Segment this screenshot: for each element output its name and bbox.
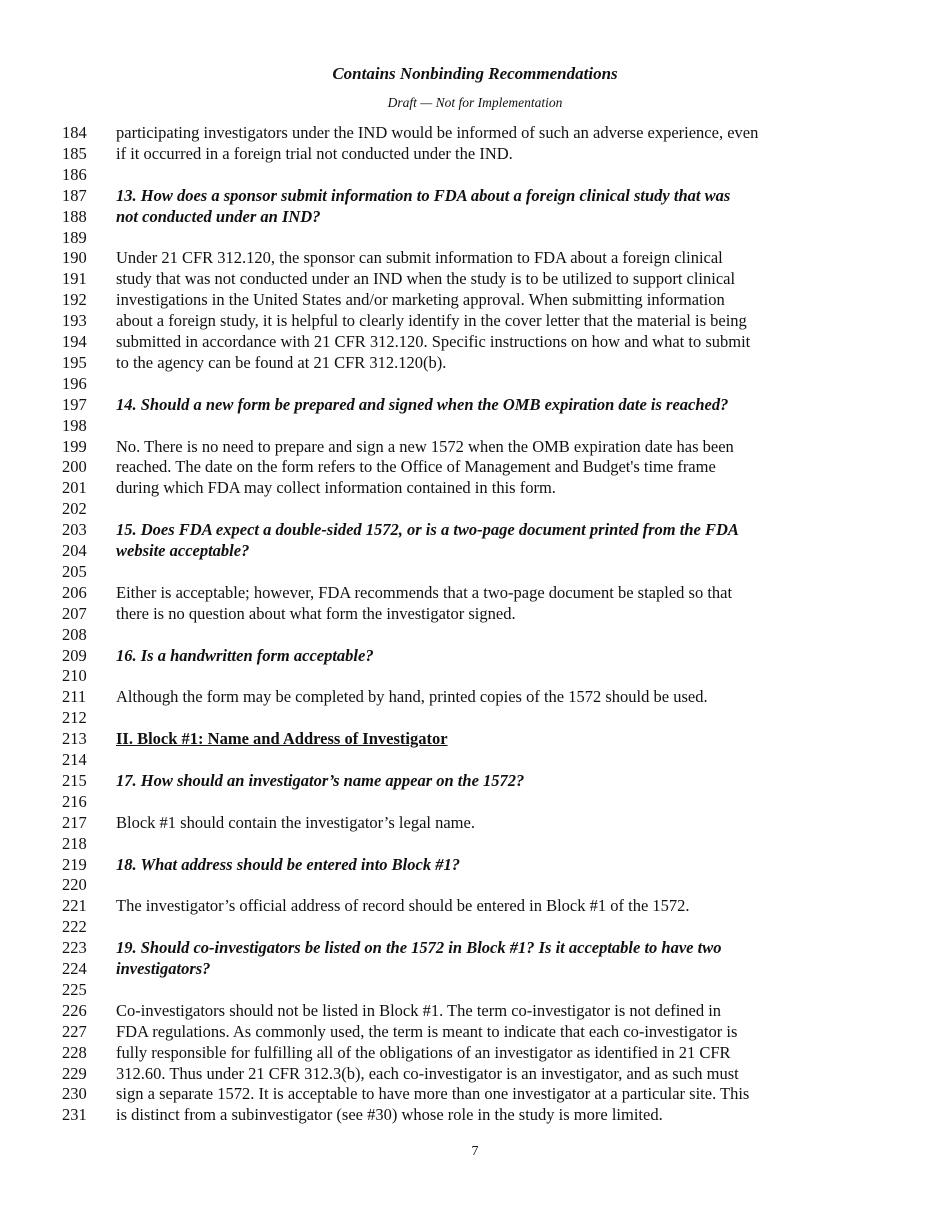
line-text: Co-investigators should not be listed in Block #1. The term co-investigator is not defined in [116, 1000, 722, 1020]
line-number: 199 [62, 436, 87, 456]
document-line [0, 456, 950, 477]
line-number: 187 [62, 185, 87, 205]
line-number: 194 [62, 332, 87, 351]
question-text: investigators? [116, 959, 211, 978]
document-line [0, 916, 950, 937]
document-line [0, 1000, 950, 1021]
document-line [0, 415, 950, 436]
line-number: 222 [62, 917, 87, 937]
line-number: 206 [62, 582, 87, 602]
page-header-subtitle: Draft — Not for Implementation [387, 95, 563, 110]
document-line [0, 874, 950, 895]
line-text: during which FDA may collect information contained in this form. [116, 478, 556, 498]
question-text: 13. How does a sponsor submit information to FDA about a foreign clinical study that was [116, 185, 731, 205]
line-number: 215 [62, 770, 87, 790]
document-line [0, 352, 950, 373]
line-number: 231 [62, 1105, 87, 1125]
section-heading: II. Block #1: Name and Address of Investigator [116, 729, 448, 749]
document-line [0, 812, 950, 833]
line-number: 209 [62, 645, 87, 665]
line-text: Under 21 CFR 312.120, the sponsor can submit information to FDA about a foreign clinical [116, 248, 723, 268]
document-line [0, 1021, 950, 1042]
line-text: FDA regulations. As commonly used, the term is meant to indicate that each co-investigator is [116, 1021, 738, 1041]
line-number: 220 [62, 875, 87, 895]
line-number: 228 [62, 1042, 87, 1062]
document-line [0, 686, 950, 707]
line-number: 208 [62, 624, 87, 644]
line-number: 204 [62, 541, 87, 560]
document-line [0, 791, 950, 812]
document-line [0, 289, 950, 310]
page-number: 7 [471, 1144, 479, 1159]
line-number: 201 [62, 478, 87, 498]
line-text: sign a separate 1572. It is acceptable to have more than one investigator at a particular site. This [116, 1084, 750, 1104]
document-line [0, 540, 950, 561]
line-number: 227 [62, 1021, 87, 1041]
document-line [0, 227, 950, 248]
line-number: 190 [62, 248, 87, 268]
line-text: Although the form may be completed by hand, printed copies of the 1572 should be used. [116, 687, 708, 707]
question-text: 18. What address should be entered into Block #1? [116, 854, 460, 874]
question-text: website acceptable? [116, 541, 250, 560]
document-line [0, 728, 950, 749]
document-line [0, 665, 950, 686]
document-line [0, 770, 950, 791]
line-number: 191 [62, 269, 87, 289]
question-text: 17. How should an investigator’s name appear on the 1572? [116, 770, 525, 790]
document-line [0, 603, 950, 624]
document-line [0, 394, 950, 415]
line-number: 230 [62, 1084, 87, 1104]
line-text: reached. The date on the form refers to the Office of Management and Budget's time frame [116, 457, 716, 477]
document-line [0, 1042, 950, 1063]
document-line [0, 1104, 950, 1125]
document-line [0, 645, 950, 666]
line-text: 312.60. Thus under 21 CFR 312.3(b), each co-investigator is an investigator, and as such must [116, 1063, 739, 1083]
document-line [0, 937, 950, 958]
line-text: fully responsible for fulfilling all of the obligations of an investigator as identified in 21 CFR [116, 1042, 731, 1062]
line-number: 211 [62, 687, 87, 707]
document-line [0, 436, 950, 457]
line-number: 212 [62, 708, 87, 728]
line-number: 192 [62, 290, 87, 310]
question-text: 15. Does FDA expect a double-sided 1572, or is a two-page document printed from the FDA [116, 520, 739, 540]
document-line [0, 143, 950, 164]
document-line [0, 310, 950, 331]
document-line [0, 122, 950, 143]
document-line [0, 498, 950, 519]
document-line [0, 958, 950, 979]
document-line [0, 373, 950, 394]
line-text: is distinct from a subinvestigator (see #30) whose role in the study is more limited. [116, 1105, 663, 1125]
line-number: 185 [62, 143, 87, 163]
document-line [0, 561, 950, 582]
line-number: 196 [62, 373, 87, 393]
document-line [0, 519, 950, 540]
line-number: 184 [62, 123, 87, 142]
document-line [0, 582, 950, 603]
question-text: 16. Is a handwritten form acceptable? [116, 645, 374, 665]
document-line [0, 979, 950, 1000]
line-number: 216 [62, 791, 87, 811]
line-number: 229 [62, 1063, 87, 1083]
document-line [0, 477, 950, 498]
page-header-title: Contains Nonbinding Recommendations [332, 64, 618, 83]
document-line [0, 749, 950, 770]
line-number: 223 [62, 938, 87, 958]
line-text: participating investigators under the IND would be informed of such an adverse experience, even [116, 123, 759, 142]
document-line [0, 854, 950, 875]
line-number: 188 [62, 206, 87, 226]
document-line [0, 1083, 950, 1104]
document-line [0, 247, 950, 268]
line-number: 214 [62, 750, 87, 769]
line-number: 198 [62, 415, 87, 435]
document-line [0, 707, 950, 728]
question-text: 19. Should co-investigators be listed on the 1572 in Block #1? Is it acceptable to have two [116, 938, 722, 958]
line-number: 200 [62, 457, 87, 477]
line-number: 217 [62, 812, 87, 832]
line-number: 219 [62, 854, 87, 874]
line-text: there is no question about what form the investigator signed. [116, 603, 516, 623]
question-text: not conducted under an IND? [116, 206, 321, 226]
line-number: 195 [62, 352, 87, 372]
document-line [0, 895, 950, 916]
document-line [0, 185, 950, 206]
line-number: 225 [62, 979, 87, 999]
line-number: 224 [62, 959, 87, 978]
document-line [0, 164, 950, 185]
line-text: if it occurred in a foreign trial not conducted under the IND. [116, 143, 513, 163]
document-line [0, 833, 950, 854]
line-number: 226 [62, 1000, 87, 1020]
line-text: Either is acceptable; however, FDA recommends that a two-page document be stapled so that [116, 582, 733, 602]
line-number: 218 [62, 833, 87, 853]
line-text: investigations in the United States and/or marketing approval. When submitting information [116, 290, 725, 310]
line-text: No. There is no need to prepare and sign a new 1572 when the OMB expiration date has been [116, 436, 734, 456]
line-number: 193 [62, 311, 87, 331]
line-text: submitted in accordance with 21 CFR 312.120. Specific instructions on how and what to submit [116, 332, 751, 351]
line-number: 207 [62, 603, 87, 623]
line-number: 203 [62, 520, 87, 540]
line-number: 202 [62, 499, 87, 519]
line-number: 213 [62, 729, 87, 749]
line-number: 210 [62, 666, 87, 686]
line-text: The investigator’s official address of record should be entered in Block #1 of the 1572. [116, 896, 690, 916]
document-line [0, 268, 950, 289]
line-number: 189 [62, 227, 87, 247]
document-line [0, 331, 950, 352]
line-number: 205 [62, 561, 87, 581]
line-text: to the agency can be found at 21 CFR 312.120(b). [116, 352, 447, 372]
line-text: study that was not conducted under an IND when the study is to be utilized to support clinical [116, 269, 736, 289]
line-text: about a foreign study, it is helpful to clearly identify in the cover letter that the material is being [116, 311, 747, 331]
document-line [0, 624, 950, 645]
line-text: Block #1 should contain the investigator’s legal name. [116, 812, 475, 832]
line-number: 186 [62, 164, 87, 184]
document-line [0, 1063, 950, 1084]
line-number: 197 [62, 394, 87, 414]
document-line [0, 206, 950, 227]
line-number: 221 [62, 896, 87, 916]
question-text: 14. Should a new form be prepared and signed when the OMB expiration date is reached? [116, 394, 729, 414]
